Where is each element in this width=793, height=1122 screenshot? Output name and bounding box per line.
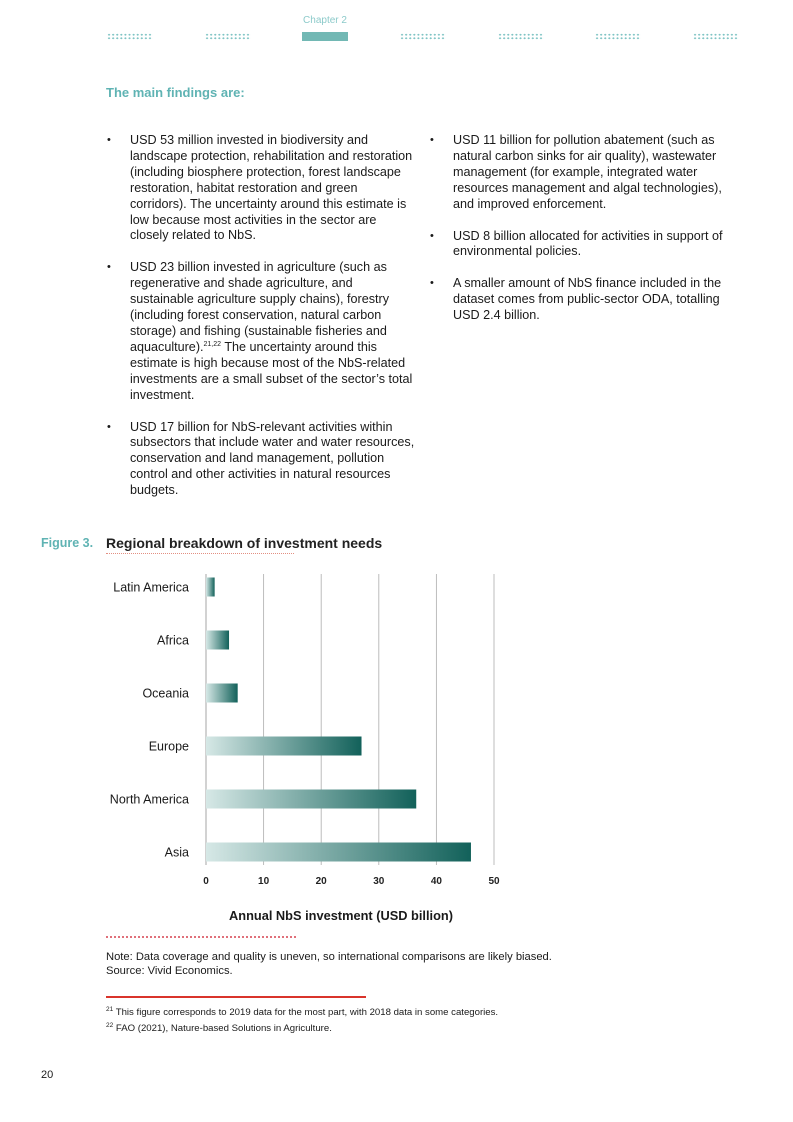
footnote-22 bbox=[106, 1023, 332, 1034]
footnote-rule bbox=[106, 996, 366, 998]
nav-chapter-active[interactable] bbox=[302, 32, 348, 41]
finding-item bbox=[106, 260, 416, 403]
findings-right-column bbox=[429, 133, 741, 340]
nav-chapter-5[interactable] bbox=[498, 33, 544, 40]
footnote-number: 22 bbox=[106, 1021, 114, 1029]
findings-heading: The main findings are: bbox=[106, 85, 245, 100]
note-text: Note: Data coverage and quality is uneven, so international comparisons are likely biased. bbox=[106, 951, 552, 963]
finding-item: • USD 11 billion for pollution abatement (such as natural carbon sinks for air quality), wastewater management (for example, integrated water resources management and algal technologies), and improved enforcement. bbox=[429, 133, 741, 213]
bar-latin-america bbox=[206, 578, 215, 597]
finding-text: The uncertainty around this estimate is high because most of the NbS-related investments are a small subset of the sector’s total investment. bbox=[130, 339, 413, 402]
footnote-ref[interactable]: 21,22 bbox=[203, 340, 222, 348]
finding-item: • USD 53 million invested in biodiversity and landscape protection, rehabilitation and restoration (including biosphere protection, forest landscape restoration, habitat restoration and green corridors). The uncertainty around this estimate is low because most activities in the sector are closely related to NbS. bbox=[106, 133, 416, 244]
note-divider bbox=[106, 936, 296, 938]
category-label: Oceania bbox=[142, 686, 189, 701]
category-label: Europe bbox=[148, 739, 189, 754]
x-axis-title: Annual NbS investment (USD billion) bbox=[229, 908, 453, 923]
footnote-text: FAO (2021), Nature-based Solutions in Agriculture. bbox=[115, 1023, 332, 1034]
bar-oceania bbox=[206, 684, 238, 703]
figure-title: Regional breakdown of investment needs bbox=[106, 535, 383, 551]
bar-chart bbox=[0, 560, 793, 900]
title-underline bbox=[106, 553, 294, 554]
grid-lines bbox=[206, 574, 494, 865]
nav-chapter-6[interactable] bbox=[595, 33, 641, 40]
nav-chapter-4[interactable] bbox=[400, 33, 446, 40]
tick-labels bbox=[203, 876, 500, 887]
bar-europe bbox=[206, 737, 362, 756]
category-label: Africa bbox=[157, 633, 189, 648]
x-tick-label: 20 bbox=[315, 876, 327, 887]
x-tick-label: 30 bbox=[373, 876, 385, 887]
source-text: Source: Vivid Economics. bbox=[106, 965, 233, 977]
x-tick-label: 50 bbox=[488, 876, 500, 887]
category-labels bbox=[110, 581, 189, 860]
footnote-number: 21 bbox=[106, 1005, 114, 1013]
nav-chapter-2-dots[interactable] bbox=[205, 33, 251, 40]
category-label: North America bbox=[109, 792, 189, 807]
x-tick-label: 40 bbox=[430, 876, 442, 887]
x-tick-label: 10 bbox=[258, 876, 270, 887]
nav-chapter-1[interactable] bbox=[107, 33, 153, 40]
bar-asia bbox=[206, 843, 471, 862]
bars bbox=[206, 578, 471, 862]
category-label: Latin America bbox=[113, 580, 189, 595]
bar-africa bbox=[206, 631, 229, 650]
figure-label: Figure 3. bbox=[41, 536, 94, 550]
page-number: 20 bbox=[41, 1069, 54, 1081]
category-label: Asia bbox=[164, 845, 189, 860]
x-tick-label: 0 bbox=[203, 876, 209, 887]
finding-text: USD 23 billion invested in agriculture (such as regenerative and shade agriculture, and sustainable agriculture supply chains), forestry (including forest conservation, natural carbon storage) and fishing (sustainable fisheries and aquaculture). bbox=[130, 260, 389, 354]
footnote-text: This figure corresponds to 2019 data for the most part, with 2018 data in some categories. bbox=[115, 1007, 499, 1018]
chart-note bbox=[106, 950, 552, 978]
finding-item: • USD 8 billion allocated for activities in support of environmental policies. bbox=[429, 229, 741, 261]
footnote-21 bbox=[106, 1007, 498, 1018]
bar-north-america bbox=[206, 790, 416, 809]
finding-item: • USD 17 billion for NbS-relevant activities within subsectors that include water and water resources, conservation and land management, pollution control and other activities in natural resources budgets. bbox=[106, 420, 416, 500]
finding-item: • A smaller amount of NbS finance included in the dataset comes from public-sector ODA, totalling USD 2.4 billion. bbox=[429, 276, 741, 324]
nav-chapter-7[interactable] bbox=[693, 33, 739, 40]
nav-chapter-label: Chapter 2 bbox=[303, 15, 347, 26]
findings-left-column bbox=[106, 133, 416, 515]
